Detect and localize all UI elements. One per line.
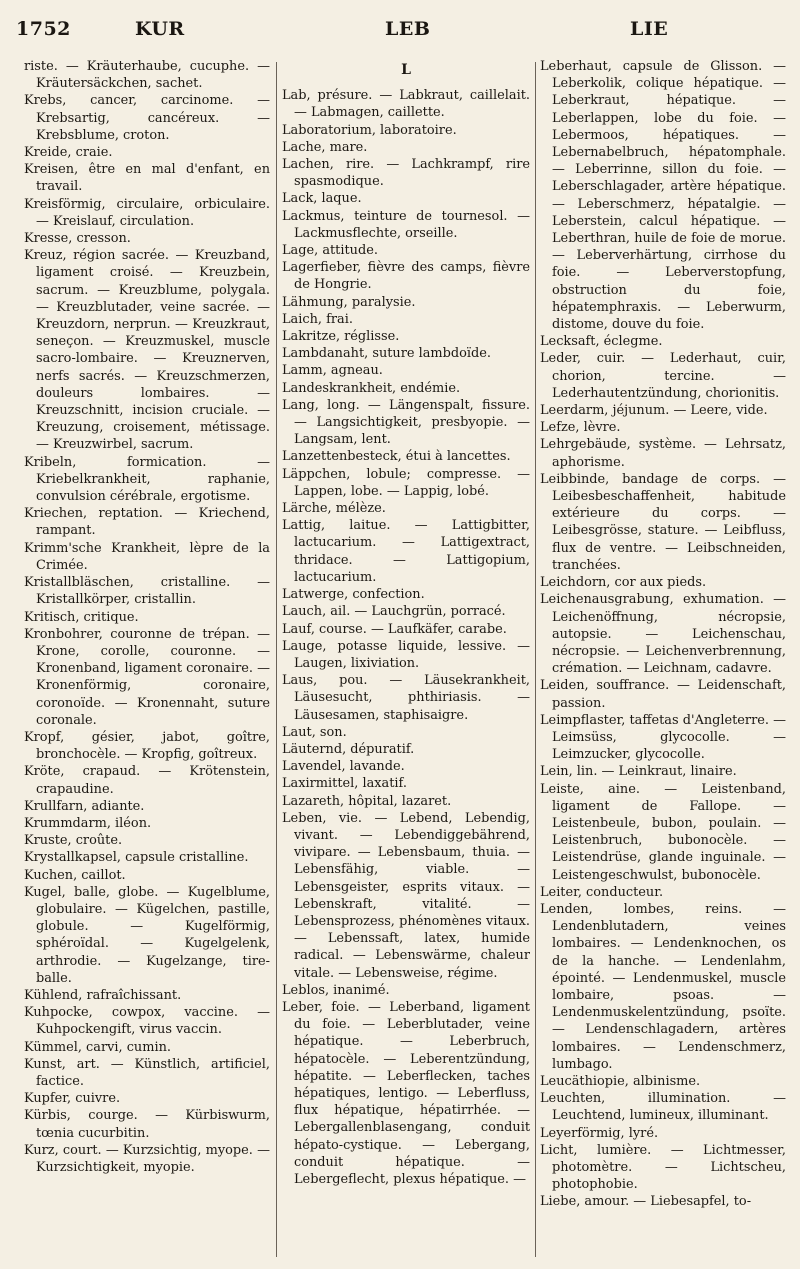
dictionary-entry: Leichenausgrabung, exhumation. — Leichenöffnung, nécropsie, autopsie. — Leichenschau, nécropsie. — Leichenverbrennung, crémation. — Leichnam, cadavre. bbox=[540, 592, 786, 677]
header-left-word: KUR bbox=[135, 18, 185, 40]
dictionary-entry: Lambdanaht, suture lambdoïde. bbox=[282, 346, 492, 362]
dictionary-entry: Leberhaut, capsule de Glisson. — Leberkolik, colique hépatique. — Leberkraut, hépatique. — Leberlappen, lobe du foie. — Lebermoos, hépatiques. — Lebernabelbruch, hépatomphale. — Leberrinne, sillon du foie. — Leberschlagader, artère hépatique. — Leberschmerz, hépatalgie. — Leberstein, calcul hépatique. — Leberthran, huile de foie de morue. — Leberverhärtung, cirrhose du foie. — Leberverstopfung, obstruction du foie, hépatemphraxis. — Leberwurm, distome, douve du foie. bbox=[540, 59, 786, 333]
dictionary-entry: Krebs, cancer, carcinome. — Krebsartig, cancéreux. — Krebsblume, croton. bbox=[24, 93, 270, 143]
dictionary-entry: Lang, long. — Längenspalt, fissure. — Langsichtigkeit, presbyopie. — Langsam, lent. bbox=[282, 397, 530, 448]
dictionary-entry: Laut, son. bbox=[282, 724, 347, 740]
dictionary-entry: Läppchen, lobule; compresse. — Lappen, lobe. — Lappig, lobé. bbox=[282, 466, 530, 499]
dictionary-entry: Lazareth, hôpital, lazaret. bbox=[282, 793, 452, 809]
dictionary-entry: Lavendel, lavande. bbox=[282, 759, 405, 775]
dictionary-entry: Laus, pou. — Läusekrankheit, Läusesucht, phthiriasis. — Läusesamen, staphisaigre. bbox=[282, 673, 530, 723]
dictionary-entry: Kriechen, reptation. — Kriechend, rampant. bbox=[24, 506, 270, 539]
dictionary-entry: Licht, lumière. — Lichtmesser, photomètre. — Lichtscheu, photophobie. bbox=[540, 1142, 786, 1193]
dictionary-entry: Lackmus, teinture de tournesol. — Lackmusflechte, orseille. bbox=[282, 208, 530, 241]
running-header bbox=[0, 18, 800, 50]
dictionary-entry: Lauch, ail. — Lauchgrün, porracé. bbox=[282, 604, 506, 620]
dictionary-entry: Lärche, mélèze. bbox=[282, 501, 386, 517]
dictionary-entry: Kreuz, région sacrée. — Kreuzband, ligament croisé. — Kreuzbein, sacrum. — Kreuzblume, polygala. — Kreuzblutader, veine sacrée. — Kreuzdorn, nerprun. — Kreuzkraut, seneçon. — Kreuzmuskel, muscle sacro-lombaire. — Kreuznerven, nerfs sacrés. — Kreuzschmerzen, douleurs lombaires. — Kreuzschnitt, incision cruciale. — Kreuzung, croisement, métissage. — Kreuzwirbel, sacrum. bbox=[24, 248, 270, 453]
dictionary-entry: Leibbinde, bandage de corps. — Leibesbeschaffenheit, habitude extérieure du corps. — Leibesgrösse, stature. — Leibfluss, flux de ventre. — Leibschneiden, tranchées. bbox=[540, 471, 786, 573]
dictionary-entry: Leimpflaster, taffetas d'Angleterre. — Leimsüss, glycocolle. — Leimzucker, glycocolle. bbox=[540, 712, 786, 763]
dictionary-entry: Kritisch, critique. bbox=[24, 609, 139, 625]
dictionary-entry: Kuchen, caillot. bbox=[24, 867, 126, 883]
dictionary-entry: Lehrgebäude, système. — Lehrsatz, aphorisme. bbox=[540, 437, 786, 470]
dictionary-entry: Kürbis, courge. — Kürbiswurm, tœnia cucurbitin. bbox=[24, 1108, 270, 1141]
dictionary-entry: Lage, attitude. bbox=[282, 243, 378, 259]
section-letter: L bbox=[401, 62, 411, 78]
dictionary-entry: Leder, cuir. — Lederhaut, cuir, chorion, tercine. — Lederhautentzündung, chorionitis. bbox=[540, 351, 786, 401]
dictionary-entry: Liebe, amour. — Liebesapfel, to- bbox=[540, 1194, 752, 1210]
dictionary-entry: Lenden, lombes, reins. — Lendenblutadern, veines lombaires. — Lendenknochen, os de la hanche. — Lendenlahm, épointé. — Lendenmuskel, muscle lombaire, psoas. — Lendenmuskelentzündung, psoïte. — Lendenschlagadern, artères lombaires. — Lendenschmerz, lumbago. bbox=[540, 901, 786, 1072]
dictionary-entry: Leiden, souffrance. — Leidenschaft, passion. bbox=[540, 678, 786, 711]
header-right-word: LIE bbox=[630, 18, 669, 40]
dictionary-entry: Lauge, potasse liquide, lessive. — Laugen, lixiviation. bbox=[282, 638, 530, 671]
dictionary-entry: Kruste, croûte. bbox=[24, 833, 123, 849]
dictionary-column-1 bbox=[24, 58, 270, 1258]
column-divider bbox=[535, 62, 536, 1257]
dictionary-entry: Lagerfieber, fièvre des camps, fièvre de Hongrie. bbox=[282, 260, 530, 293]
dictionary-entry: Lecksaft, éclegme. bbox=[540, 334, 663, 350]
dictionary-entry: Leiter, conducteur. bbox=[540, 884, 664, 900]
dictionary-entry: Kreide, craie. bbox=[24, 145, 113, 161]
dictionary-entry: Lähmung, paralysie. bbox=[282, 294, 416, 310]
dictionary-entry: Kronbohrer, couronne de trépan. — Krone, corolle, couronne. — Kronenband, ligament coronaire. — Kronenförmig, coronaire, coronoïde. — Kronennaht, suture coronale. bbox=[24, 626, 270, 728]
dictionary-entry: Leiste, aine. — Leistenband, ligament de Fallope. — Leistenbeule, bubon, poulain. — Leistenbruch, bubonocèle. — Leistendrüse, glande inguinale. — Leistengeschwulst, bubonocèle. bbox=[540, 781, 786, 883]
dictionary-entry: Kupfer, cuivre. bbox=[24, 1091, 121, 1107]
header-center-word: LEB bbox=[385, 18, 431, 40]
dictionary-entry: Kreisen, être en mal d'enfant, en travail. bbox=[24, 162, 270, 195]
dictionary-entry: Kropf, gésier, jabot, goître, bronchocèle. — Kropfig, goîtreux. bbox=[24, 729, 270, 763]
page-number: 1752 bbox=[16, 18, 71, 40]
dictionary-entry: Lache, mare. bbox=[282, 139, 368, 155]
dictionary-entry: Lattig, laitue. — Lattigbitter, lactucarium. — Lattigextract, thridace. — Lattigopium, lactucarium. bbox=[282, 518, 530, 585]
dictionary-entry: Leber, foie. — Leberband, ligament du foie. — Leberblutader, veine hépatique. — Leberbruch, hépatocèle. — Leberentzündung, hépatite. — Leberflecken, taches hépatiques, lentigo. — Leberfluss, flux hépatique, hépatirrhée. — Lebergallenblasengang, conduit hépato-cystique. — Lebergang, conduit hépatique. — Lebergeflecht, plexus hépatique. — bbox=[282, 999, 530, 1187]
dictionary-entry: Laboratorium, laboratoire. bbox=[282, 122, 457, 138]
dictionary-entry: Leyerförmig, lyré. bbox=[540, 1125, 659, 1141]
dictionary-entry: Läuternd, dépuratif. bbox=[282, 741, 415, 757]
dictionary-entry: Kreisförmig, circulaire, orbiculaire. — Kreislauf, circulation. bbox=[24, 196, 270, 229]
dictionary-entry: Lakritze, réglisse. bbox=[282, 329, 400, 345]
dictionary-column-3 bbox=[540, 58, 786, 1258]
dictionary-entry: Lein, lin. — Leinkraut, linaire. bbox=[540, 764, 737, 780]
dictionary-entry: Leben, vie. — Lebend, Lebendig, vivant. — Lebendiggebährend, vivipare. — Lebensbaum, thuia. — Lebensfähig, viable. — Lebensgeister, esprits vitaux. — Lebenskraft, vitalité. — Lebensprozess, phénomènes vitaux. — Lebenssaft, latex, humide radical. — Lebenswärme, chaleur vitale. — Lebensweise, régime. bbox=[282, 810, 530, 981]
dictionary-entry: Lanzettenbesteck, étui à lancettes. bbox=[282, 449, 511, 465]
dictionary-entry: Leblos, inanimé. bbox=[282, 982, 390, 998]
dictionary-entry: Kugel, balle, globe. — Kugelblume, globulaire. — Kügelchen, pastille, globule. — Kugelförmig, sphéroïdal. — Kugelgelenk, arthrodie. — Kugelzange, tire-balle. bbox=[24, 884, 270, 986]
dictionary-entry: Krullfarn, adiante. bbox=[24, 798, 145, 814]
dictionary-entry: Laich, frai. bbox=[282, 311, 353, 327]
dictionary-entry: Leuchten, illumination. — Leuchtend, lumineux, illuminant. bbox=[540, 1091, 786, 1124]
dictionary-entry: Leucäthiopie, albinisme. bbox=[540, 1073, 701, 1089]
dictionary-entry: Landeskrankheit, endémie. bbox=[282, 380, 461, 396]
dictionary-entry: Lack, laque. bbox=[282, 191, 362, 207]
dictionary-entry: Kurz, court. — Kurzsichtig, myope. — Kurzsichtigkeit, myopie. bbox=[24, 1142, 270, 1175]
dictionary-entry: Kribeln, formication. — Kriebelkrankheit, raphanie, convulsion cérébrale, ergotisme. bbox=[24, 454, 270, 505]
dictionary-entry: Leerdarm, jéjunum. — Leere, vide. bbox=[540, 403, 768, 419]
dictionary-entry: Krimm'sche Krankheit, lèpre de la Crimée. bbox=[24, 540, 270, 573]
dictionary-entry: Kristallbläschen, cristalline. — Kristallkörper, cristallin. bbox=[24, 575, 270, 608]
dictionary-entry: Kröte, crapaud. — Krötenstein, crapaudine. bbox=[24, 764, 270, 797]
dictionary-entry: Latwerge, confection. bbox=[282, 587, 425, 603]
dictionary-entry: Lamm, agneau. bbox=[282, 363, 383, 379]
dictionary-entry: riste. — Kräuterhaube, cucuphe. — Kräutersäckchen, sachet. bbox=[24, 59, 270, 92]
dictionary-entry: Krystallkapsel, capsule cristalline. bbox=[24, 850, 249, 866]
dictionary-entry: Lab, présure. — Labkraut, caillelait. — Labmagen, caillette. bbox=[282, 88, 530, 121]
dictionary-entry: Kresse, cresson. bbox=[24, 231, 131, 247]
dictionary-entry: Krummdarm, iléon. bbox=[24, 815, 152, 831]
dictionary-entry: Lachen, rire. — Lachkrampf, rire spasmodique. bbox=[282, 157, 530, 190]
dictionary-column-2 bbox=[282, 58, 530, 1258]
dictionary-entry: Kühlend, rafraîchissant. bbox=[24, 987, 182, 1003]
column-divider bbox=[276, 62, 277, 1257]
dictionary-entry: Lauf, course. — Laufkäfer, carabe. bbox=[282, 621, 507, 637]
dictionary-entry: Laxirmittel, laxatif. bbox=[282, 776, 407, 792]
dictionary-entry: Kuhpocke, cowpox, vaccine. — Kuhpockengift, virus vaccin. bbox=[24, 1005, 270, 1038]
dictionary-entry: Kümmel, carvi, cumin. bbox=[24, 1039, 171, 1055]
dictionary-entry: Kunst, art. — Künstlich, artificiel, factice. bbox=[24, 1056, 270, 1089]
dictionary-entry: Leichdorn, cor aux pieds. bbox=[540, 575, 707, 591]
dictionary-entry: Lefze, lèvre. bbox=[540, 420, 621, 436]
